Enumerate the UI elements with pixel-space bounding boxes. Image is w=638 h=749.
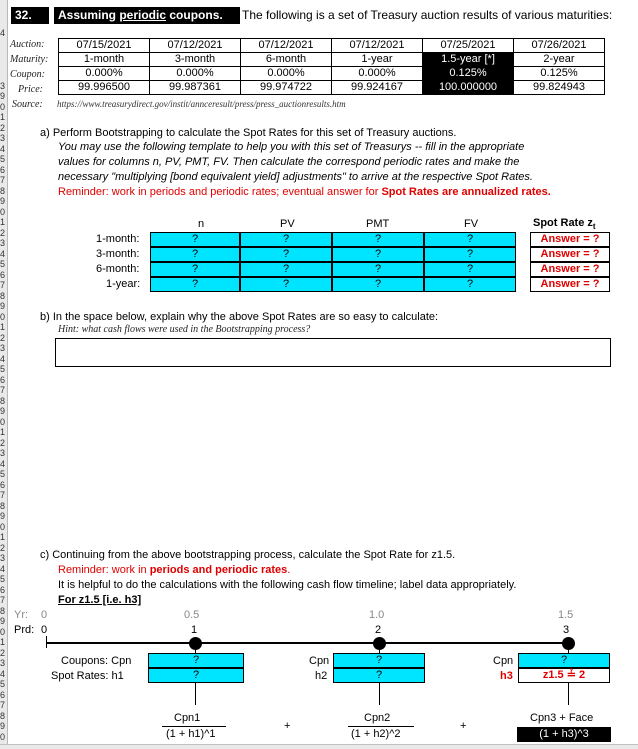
table-cell[interactable]: 0.125%	[514, 67, 605, 81]
row-number: 9	[0, 301, 6, 311]
row-number: 0	[0, 206, 6, 217]
table-cell[interactable]: 99.924167	[332, 81, 423, 95]
part-c-line3: It is helpful to do the calculations with the following cash flow timeline; label data appropriately.	[58, 579, 517, 591]
h2-label: h2	[315, 670, 328, 682]
row-number: 7	[0, 595, 6, 605]
row-number: 6	[0, 164, 6, 175]
row-number: 0	[0, 416, 6, 427]
input-pv[interactable]: ?	[240, 262, 332, 277]
input-n[interactable]: ?	[150, 232, 240, 247]
row-number: 4	[0, 353, 6, 364]
answer-cell[interactable]: Answer = ?	[530, 247, 610, 262]
table-cell[interactable]: 0.000%	[150, 67, 241, 81]
row-header-strip	[0, 0, 8, 749]
input-pv[interactable]: ?	[240, 247, 332, 262]
table-cell[interactable]: 99.987361	[150, 81, 241, 95]
part-c-line4: For z1.5 [i.e. h3]	[58, 594, 142, 606]
table-cell[interactable]: 2-year	[514, 53, 605, 67]
row-number: 2	[0, 542, 6, 553]
row-number: 1	[0, 532, 6, 542]
row-number: 7	[0, 280, 6, 290]
template-row-label: 6-month:	[96, 263, 140, 275]
price-row-label: Price:	[18, 84, 43, 95]
table-cell[interactable]: 6-month	[241, 53, 332, 67]
spot-rate-subscript: t	[592, 222, 596, 232]
reminder-bold: Spot Rates are annualized rates.	[381, 186, 551, 198]
row-number: 2	[0, 227, 6, 238]
title-suffix: coupons.	[166, 8, 223, 22]
row-number: 4	[0, 458, 6, 469]
table-cell[interactable]: 0.000%	[241, 67, 332, 81]
plus-sign: +	[460, 720, 467, 732]
row-number: 6	[0, 479, 6, 490]
template-row-label: 1-month:	[96, 233, 140, 245]
input-pmt[interactable]: ?	[332, 262, 424, 277]
row-number: 4	[0, 668, 6, 679]
input-pmt[interactable]: ?	[332, 232, 424, 247]
prd-tick: 2	[375, 624, 382, 636]
table-cell-selected[interactable]: 1.5-year [*]	[423, 53, 514, 67]
table-cell[interactable]: 07/25/2021	[423, 39, 514, 53]
row-number: 6	[0, 269, 6, 280]
spot-rate-label: Spot Rate z	[533, 217, 593, 229]
row-number: 6	[0, 584, 6, 595]
table-cell[interactable]: 99.824943	[514, 81, 605, 95]
table-cell[interactable]: 07/15/2021	[59, 39, 150, 53]
table-cell[interactable]: 99.996500	[59, 81, 150, 95]
row-number: 4	[0, 28, 6, 38]
row-number: 3	[0, 133, 6, 143]
auction-date-row	[59, 39, 605, 53]
row-number: 8	[0, 500, 6, 511]
input-fv[interactable]: ?	[424, 247, 516, 262]
input-pmt[interactable]: ?	[332, 277, 424, 292]
col-header-pv: PV	[280, 218, 295, 230]
cpn2-input[interactable]: ?	[333, 653, 425, 668]
part-a-line1: a) Perform Bootstrapping to calculate the Spot Rates for this set of Treasury auctions.	[40, 127, 457, 139]
part-c-reminder	[58, 563, 290, 577]
row-number: 5	[0, 154, 6, 164]
source-label: Source:	[12, 99, 43, 110]
table-cell[interactable]: 07/12/2021	[150, 39, 241, 53]
auction-table	[58, 38, 605, 95]
reminder-text: Reminder: work in	[58, 564, 150, 576]
row-number: 9	[0, 616, 6, 626]
plus-sign: +	[284, 720, 291, 732]
row-number: 3	[0, 343, 6, 353]
col-header-fv: FV	[464, 218, 479, 230]
row-number: 6	[0, 689, 6, 700]
input-fv[interactable]: ?	[424, 232, 516, 247]
sheet-bottom-edge	[0, 744, 638, 749]
row-number: 3	[0, 238, 6, 248]
table-cell[interactable]: 0.000%	[59, 67, 150, 81]
question-title	[54, 7, 240, 24]
spot-rates-label: Spot Rates: h1	[51, 670, 124, 682]
input-pmt[interactable]: ?	[332, 247, 424, 262]
timeline-dot	[562, 637, 575, 650]
reminder-bold: periods and periodic rates	[149, 564, 288, 576]
timeline-start-tick	[46, 636, 47, 648]
timeline-dot	[373, 637, 386, 650]
row-number: 9	[0, 721, 6, 731]
row-number: 9	[0, 511, 6, 521]
row-number: 8	[0, 710, 6, 721]
row-number: 4	[0, 143, 6, 154]
row-number: 9	[0, 406, 6, 416]
row-number: 3	[0, 448, 6, 458]
part-a-line3: values for columns n, PV, PMT, FV. Then calculate the correspond periodic rates and make the	[58, 156, 520, 168]
row-number: 0	[0, 521, 6, 532]
prd-zero: 0	[41, 624, 48, 636]
h2-input[interactable]: ?	[333, 668, 425, 683]
table-cell[interactable]: 07/12/2021	[241, 39, 332, 53]
table-cell-selected[interactable]: 100.000000	[423, 81, 514, 95]
cpn3-input[interactable]: ?	[518, 653, 610, 668]
yr-zero: 0	[41, 609, 48, 621]
h1-input[interactable]: ?	[148, 668, 244, 683]
cpn3-label: Cpn	[493, 655, 514, 667]
row-number: 3	[0, 80, 6, 91]
coupon-row-label: Coupon:	[10, 69, 45, 80]
cpn1-input[interactable]: ?	[148, 653, 244, 668]
input-fv[interactable]: ?	[424, 262, 516, 277]
input-n[interactable]: ?	[150, 277, 240, 292]
row-number: 9	[0, 196, 6, 206]
reminder-text: Reminder: work in periods and periodic rates; eventual answer for	[58, 186, 382, 198]
row-number: 4	[0, 563, 6, 574]
table-cell[interactable]: 99.974722	[241, 81, 332, 95]
part-c-line1: c) Continuing from the above bootstrapping process, calculate the Spot Rate for z1.5.	[40, 549, 456, 561]
row-number: 6	[0, 374, 6, 385]
answer-cell[interactable]: Answer = ?	[530, 232, 610, 247]
part-b-line1: b) In the space below, explain why the above Spot Rates are so easy to calculate:	[40, 311, 439, 323]
row-number: 0	[0, 101, 6, 112]
h3-answer[interactable]: z1.5 ≟ 2	[518, 668, 610, 683]
maturity-row-label: Maturity:	[10, 54, 49, 65]
table-cell-selected[interactable]: 0.125%	[423, 67, 514, 81]
row-number: 7	[0, 385, 6, 395]
row-number: 1	[0, 637, 6, 647]
row-number: 5	[0, 679, 6, 689]
row-number: 2	[0, 122, 6, 133]
col-header-spot-rate	[533, 217, 596, 231]
row-number: 1	[0, 427, 6, 437]
table-cell[interactable]: 07/26/2021	[514, 39, 605, 53]
input-pv[interactable]: ?	[240, 277, 332, 292]
row-number: 3	[0, 553, 6, 563]
col-header-pmt: PMT	[366, 218, 390, 230]
col-header-n: n	[198, 218, 205, 230]
auction-row-label: Auction:	[10, 39, 45, 50]
row-number: 1	[0, 112, 6, 122]
prd-label: Prd:	[14, 624, 35, 636]
h3-label: h3	[500, 670, 513, 682]
frac2-bar	[348, 726, 414, 727]
row-number: 5	[0, 259, 6, 269]
template-row-label: 3-month:	[96, 248, 140, 260]
frac2-denominator: (1 + h2)^2	[351, 728, 401, 740]
part-a-line4: necessary "multiplying [bond equivalent yield] adjustments" to arrive at the respective Spot Rates.	[58, 171, 533, 183]
input-n[interactable]: ?	[150, 247, 240, 262]
row-number: 7	[0, 490, 6, 500]
row-number: 2	[0, 332, 6, 343]
table-cell[interactable]: 07/12/2021	[332, 39, 423, 53]
input-fv[interactable]: ?	[424, 277, 516, 292]
frac3-denominator: (1 + h3)^3	[517, 727, 611, 742]
frac1-numerator: Cpn1	[174, 712, 201, 724]
table-cell[interactable]: 1-year	[332, 53, 423, 67]
row-number: 5	[0, 574, 6, 584]
yr-tick: 1.0	[369, 609, 385, 621]
yr-label: Yr:	[14, 609, 29, 621]
reminder-suffix: .	[287, 564, 291, 576]
title-underlined: periodic	[119, 8, 167, 22]
yr-tick: 1.5	[558, 609, 574, 621]
frac3-numerator: Cpn3 + Face	[530, 712, 594, 724]
table-cell[interactable]: 1-month	[59, 53, 150, 67]
row-number: 7	[0, 175, 6, 185]
row-number: 8	[0, 395, 6, 406]
template-row-label: 1-year:	[106, 278, 141, 290]
frac2-numerator: Cpn2	[364, 712, 391, 724]
row-number: 0	[0, 311, 6, 322]
answer-cell[interactable]: Answer = ?	[530, 262, 610, 277]
input-n[interactable]: ?	[150, 262, 240, 277]
maturity-row	[59, 53, 605, 67]
row-number: 8	[0, 290, 6, 301]
table-cell[interactable]: 0.000%	[332, 67, 423, 81]
yr-tick: 0.5	[184, 609, 200, 621]
price-row	[59, 81, 605, 95]
part-a-reminder	[58, 185, 551, 199]
row-number: 2	[0, 647, 6, 658]
row-number: 5	[0, 364, 6, 374]
row-number: 1	[0, 217, 6, 227]
answer-cell[interactable]: Answer = ?	[530, 277, 610, 292]
question-intro: The following is a set of Treasury auction results of various maturities:	[242, 8, 613, 22]
table-cell[interactable]: 3-month	[150, 53, 241, 67]
title-prefix: Assuming	[58, 8, 120, 22]
row-number: 8	[0, 185, 6, 196]
timeline-dot	[189, 637, 202, 650]
frac1-bar	[162, 726, 226, 727]
frac1-denominator: (1 + h1)^1	[166, 728, 216, 740]
part-b-hint: Hint: what cash flows were used in the Bootstrapping process?	[58, 324, 311, 335]
prd-tick: 1	[191, 624, 198, 636]
row-number: 3	[0, 658, 6, 668]
row-number: 2	[0, 437, 6, 448]
input-pv[interactable]: ?	[240, 232, 332, 247]
row-number: 4	[0, 248, 6, 259]
explanation-input-box[interactable]	[55, 338, 611, 367]
row-number: 7	[0, 700, 6, 710]
prd-tick: 3	[563, 624, 570, 636]
cpn2-label: Cpn	[309, 655, 330, 667]
source-url[interactable]: https://www.treasurydirect.gov/instit/annceresult/press/press_auctionresults.htm	[57, 99, 346, 109]
row-number: 0	[0, 626, 6, 637]
row-number: 1	[0, 322, 6, 332]
timeline-axis	[46, 642, 570, 644]
coupon-row	[59, 67, 605, 81]
question-number: 32.	[11, 7, 49, 24]
coupons-label: Coupons: Cpn	[61, 655, 132, 667]
row-number: 5	[0, 469, 6, 479]
row-number: 8	[0, 605, 6, 616]
row-number: 0	[0, 731, 6, 742]
row-number: 9	[0, 91, 6, 101]
part-a-line2: You may use the following template to help you with this set of Treasurys -- fill in the appropriate	[58, 141, 525, 153]
